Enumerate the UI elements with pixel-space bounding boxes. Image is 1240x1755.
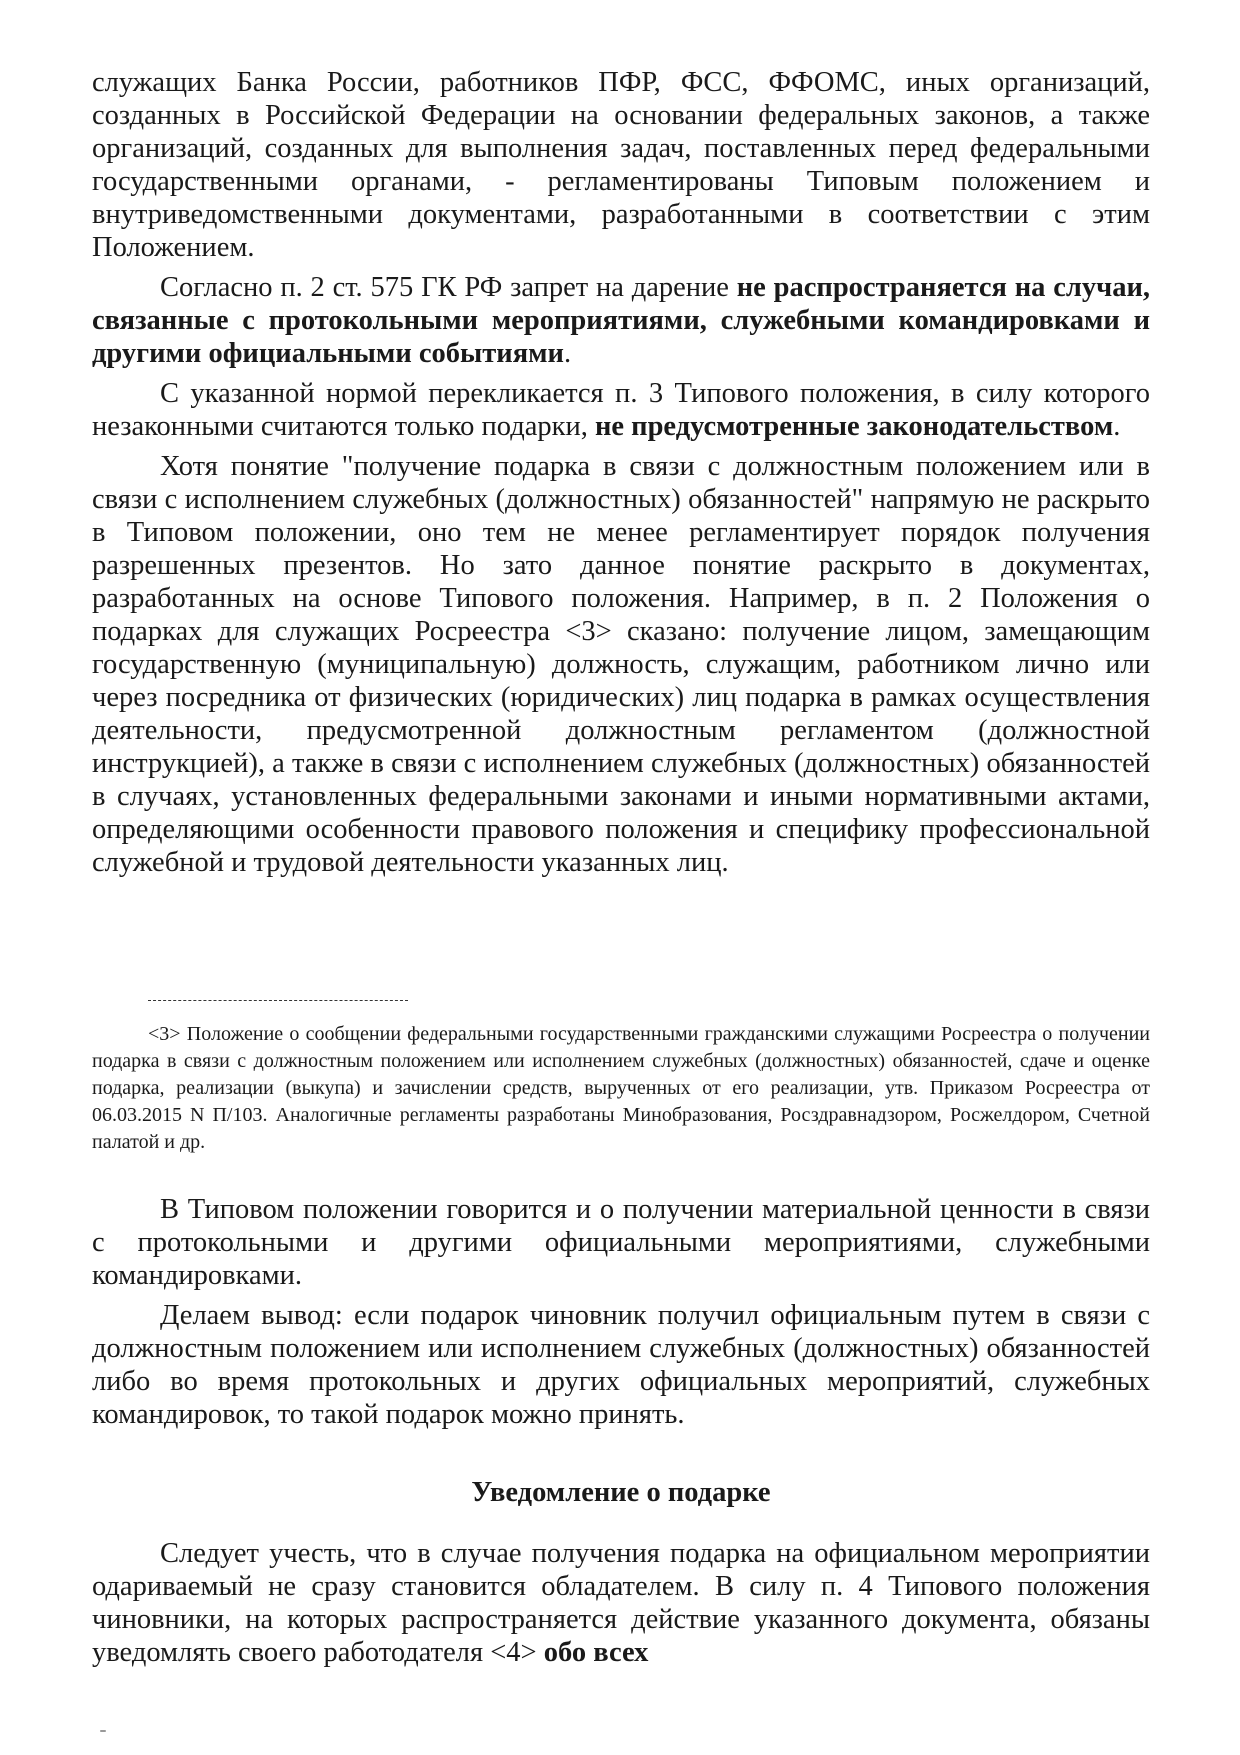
text-block-bottom — [92, 1537, 1150, 1669]
paragraph-notification — [92, 1537, 1150, 1669]
scan-speck — [100, 1730, 106, 1732]
paragraph-protocol-events: В Типовом положении говорится и о получении материальной ценности в связи с протокольными и другими официальными мероприятиями, служебными командировками. — [92, 1194, 1150, 1291]
footnote-3: <3> Положение о сообщении федеральными государственными гражданскими служащими Росреестра о получении подарка в связи с должностным положением или исполнением служебных (должностных) обязанностей, сдаче и оценке подарка, реализации (выкупа) и зачислении средств, вырученных от его реализации, утв. Приказом Росреестра от 06.03.2015 N П/103. Аналогичные регламенты разработаны Минобразования, Росздравнадзором, Росжелдором, Счетной палатой и др. — [92, 1023, 1150, 1153]
paragraph-text: Следует учесть, что в случае получения подарка на официальном мероприятии одариваемый не сразу становится обладателем. В силу п. 4 Типового положения чиновники, на которых распространяется действие указанного документа, обязаны уведомлять своего работодателя <4> — [92, 1538, 1150, 1668]
paragraph-typical-provision — [92, 377, 1150, 443]
section-heading: Уведомление о подарке — [471, 1477, 771, 1508]
paragraph-end: . — [563, 338, 572, 369]
bold-emphasis: обо всех — [543, 1637, 649, 1668]
paragraph-end: . — [1113, 411, 1121, 442]
bold-emphasis: не предусмотренные законодательством — [594, 411, 1114, 442]
text-block-middle — [92, 1193, 1150, 1431]
paragraph-text: Согласно п. 2 ст. 575 ГК РФ запрет на дарение — [160, 272, 737, 303]
paragraph-gift-ban-exception — [92, 271, 1150, 370]
bold-emphasis: не распространяется на случаи, связанные с протокольными мероприятиями, служебными командировками и другими официальными событиями — [92, 272, 1150, 369]
paragraph-text: С указанной нормой перекликается п. 3 Типового положения, в силу которого незаконными считаются только подарки, — [92, 378, 1150, 442]
paragraph-conclusion: Делаем вывод: если подарок чиновник получил официальным путем в связи с должностным положением или исполнением служебных (должностных) обязанностей либо во время протокольных и других официальных мероприятий, служебных командировок, то такой подарок можно принять. — [92, 1300, 1150, 1430]
footnote-separator — [148, 1000, 408, 1001]
continuation-paragraph: служащих Банка России, работников ПФР, ФСС, ФФОМС, иных организаций, созданных в Российской Федерации на основании федеральных законов, а также организаций, созданных для выполнения задач, поставленных перед федеральными государственными органами, - регламентированы Типовым положением и внутриведомственными документами, разработанными в соответствии с этим Положением. — [92, 67, 1150, 263]
paragraph-gift-concept: Хотя понятие "получение подарка в связи с должностным положением или в связи с исполнением служебных (должностных) обязанностей" напрямую не раскрыто в Типовом положении, оно тем не менее регламентирует порядок получения разрешенных презентов. Но зато данное понятие раскрыто в документах, разработанных на основе Типового положения. Например, в п. 2 Положения о подарках для служащих Росреестра <3> сказано: получение лицом, замещающим государственную (муниципальную) должность, служащим, работником лично или через посредника от физических (юридических) лиц подарка в рамках осуществления деятельности, предусмотренной должностным регламентом (должностной инструкцией), а также в связи с исполнением служебных (должностных) обязанностей в случаях, установленных федеральными законами и иными нормативными актами, определяющими особенности правового положения и специфику профессиональной служебной и трудовой деятельности указанных лиц. — [92, 451, 1150, 878]
text-block-top — [92, 66, 1150, 879]
